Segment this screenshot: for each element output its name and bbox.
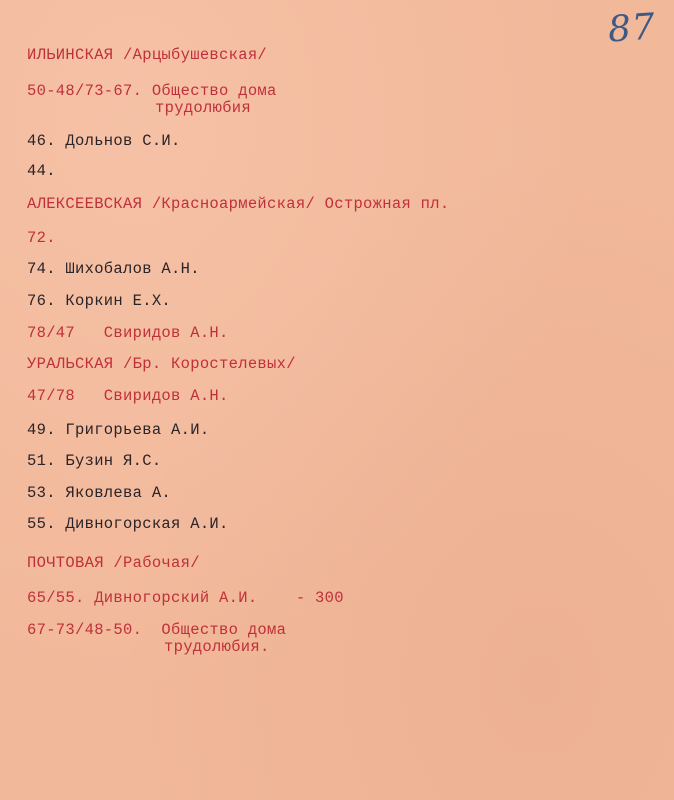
street-heading-ilyinskaya: ИЛЬИНСКАЯ /Арцыбушевская/ [27,46,268,64]
street-heading-uralskaya: УРАЛЬСКАЯ /Бр. Коростелевых/ [27,355,296,373]
entry-line: 76. Коркин Е.Х. [27,292,172,310]
entry-line: 44. [27,162,56,180]
entry-line: 65/55. Дивногорский А.И. - 300 [27,589,344,607]
entry-line: 55. Дивногорская А.И. [27,515,229,533]
entry-line: 53. Яковлева А. [27,484,172,502]
entry-line-continuation: трудолюбия. [164,638,270,656]
entry-line: 67-73/48-50. Общество дома [27,621,287,639]
entry-line: 49. Григорьева А.И. [27,421,210,439]
folio-number: 87 [606,6,658,51]
entry-line: 47/78 Свиридов А.Н. [27,387,229,405]
street-heading-pochtovaya: ПОЧТОВАЯ /Рабочая/ [27,554,200,572]
entry-line: 72. [27,229,56,247]
entry-line: 46. Дольнов С.И. [27,132,181,150]
entry-line: 50-48/73-67. Общество дома [27,82,277,100]
street-heading-alekseevskaya: АЛЕКСЕЕВСКАЯ /Красноармейская/ Острожная пл. [27,195,450,213]
entry-line: 51. Бузин Я.С. [27,452,162,470]
entry-line: 74. Шихобалов А.Н. [27,260,200,278]
entry-line-continuation: трудолюбия [155,99,252,117]
entry-line: 78/47 Свиридов А.Н. [27,324,229,342]
